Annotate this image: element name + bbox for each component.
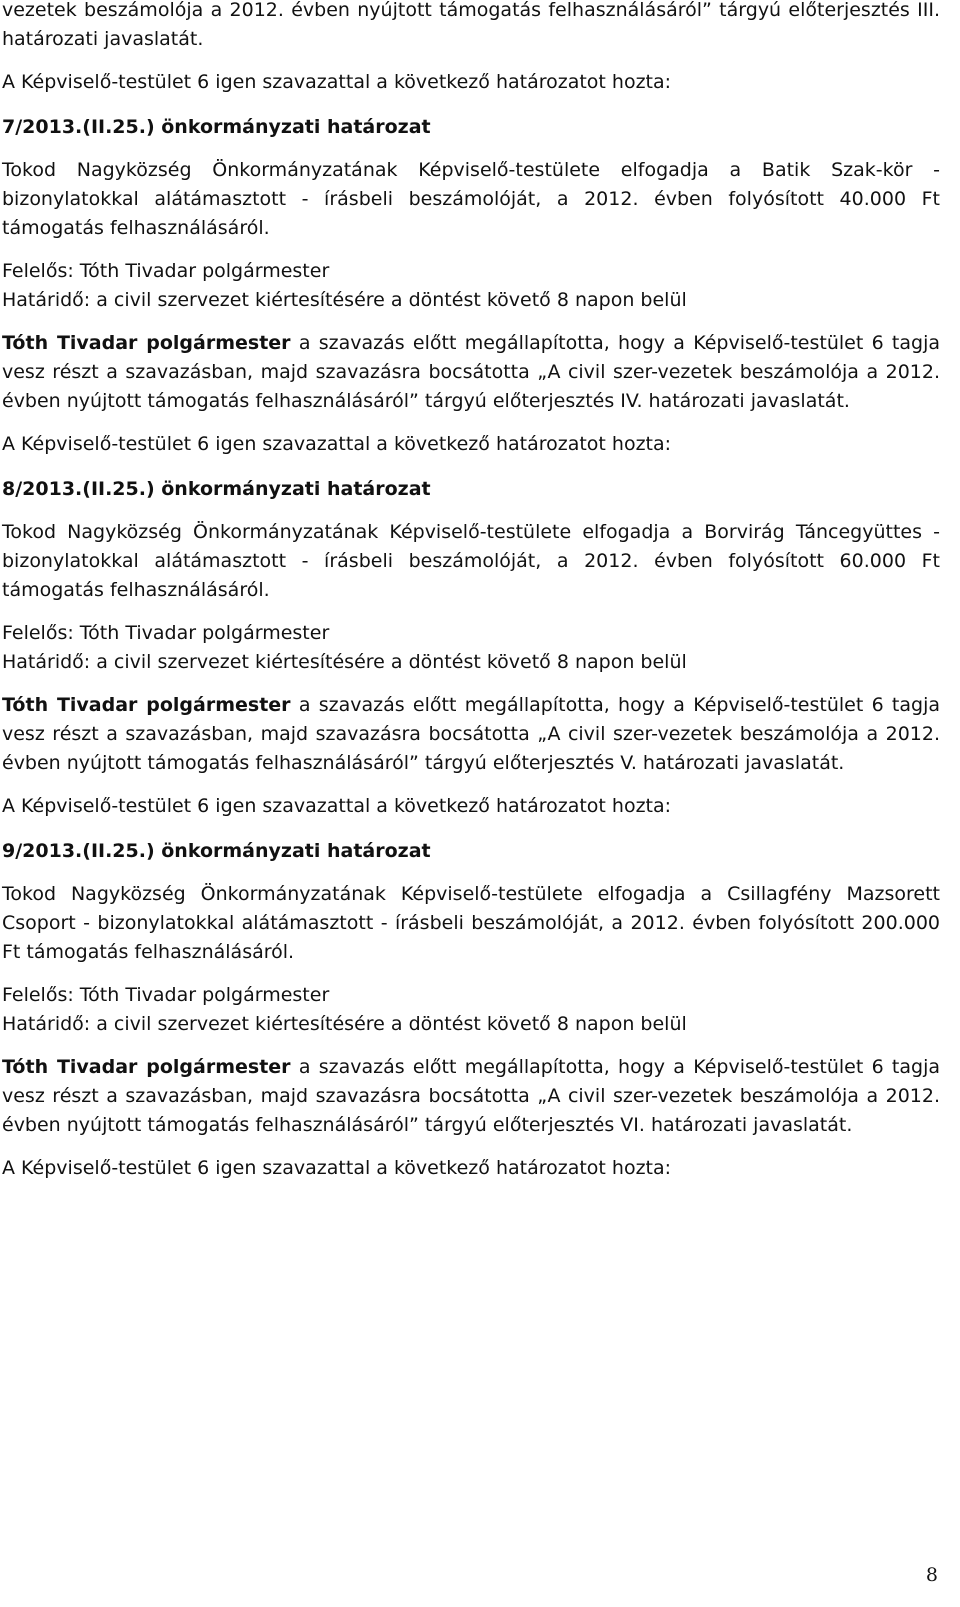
responsible-line: Felelős: Tóth Tivadar polgármester [2,260,330,282]
spacer [2,97,940,113]
spacer [2,866,940,880]
resolution-text: Tokod Nagyközség Önkormányzatának Képviselő-testülete elfogadja a Csillagfény Mazsorett Csoport - bizonylatokkal alátámasztott - írásbeli beszámolóját, a 2012. évben folyósított 200.000 Ft támogatás felhasználásáról. [2,883,940,963]
mayor-statement [2,691,940,778]
vote-line: A Képviselő-testület 6 igen szavazattal a következő határozatot hozta: [2,433,672,455]
resolution-number: 7/2013.(II.25.) önkormányzati határozat [2,116,431,138]
spacer [2,778,940,792]
vote-line: A Képviselő-testület 6 igen szavazattal a következő határozatot hozta: [2,71,672,93]
spacer [2,821,940,837]
document-body [2,0,940,1183]
mayor-name: Tóth Tivadar polgármester [2,1056,291,1078]
spacer [2,243,940,257]
continuation-paragraph: vezetek beszámolója a 2012. évben nyújtott támogatás felhasználásáról” tárgyú előterjesztés III. határozati javaslatát. [2,0,940,50]
spacer [2,142,940,156]
page-number: 8 [925,1564,938,1586]
spacer [2,677,940,691]
mayor-statement-text: a szavazás előtt megállapította, hogy a Képviselő-testület 6 tagja vesz részt a szavazásban, majd szavazásra bocsátotta „A civil szer-vezetek beszámolója a 2012. évben nyújtott támogatás felhasználásáról” tárgyú előterjesztés IV. határozati javaslatát. [2,332,940,412]
deadline-line: Határidő: a civil szervezet kiértesítésére a döntést követő 8 napon belül [2,289,687,311]
resolution-text: Tokod Nagyközség Önkormányzatának Képviselő-testülete elfogadja a Borvirág Táncegyüttes - bizonylatokkal alátámasztott - írásbeli beszámolóját, a 2012. évben folyósított 60.000 Ft támogatás felhasználásáról. [2,521,940,601]
responsible-line: Felelős: Tóth Tivadar polgármester [2,984,330,1006]
mayor-statement-text: a szavazás előtt megállapította, hogy a Képviselő-testület 6 tagja vesz részt a szavazásban, majd szavazásra bocsátotta „A civil szer-vezetek beszámolója a 2012. évben nyújtott támogatás felhasználásáról” tárgyú előterjesztés VI. határozati javaslatát. [2,1056,940,1136]
spacer [2,1039,940,1053]
spacer [2,315,940,329]
spacer [2,459,940,475]
mayor-statement [2,1053,940,1140]
resolution-number: 9/2013.(II.25.) önkormányzati határozat [2,840,431,862]
deadline-line: Határidő: a civil szervezet kiértesítésére a döntést követő 8 napon belül [2,1013,687,1035]
mayor-statement [2,329,940,416]
deadline-line: Határidő: a civil szervezet kiértesítésére a döntést követő 8 napon belül [2,651,687,673]
mayor-name: Tóth Tivadar polgármester [2,694,291,716]
spacer [2,504,940,518]
spacer [2,54,940,68]
vote-line: A Képviselő-testület 6 igen szavazattal a következő határozatot hozta: [2,795,672,817]
resolution-number: 8/2013.(II.25.) önkormányzati határozat [2,478,431,500]
spacer [2,605,940,619]
mayor-statement-text: a szavazás előtt megállapította, hogy a Képviselő-testület 6 tagja vesz részt a szavazásban, majd szavazásra bocsátotta „A civil szer-vezetek beszámolója a 2012. évben nyújtott támogatás felhasználásáról” tárgyú előterjesztés V. határozati javaslatát. [2,694,940,774]
spacer [2,1140,940,1154]
vote-line: A Képviselő-testület 6 igen szavazattal a következő határozatot hozta: [2,1157,672,1179]
resolution-text: Tokod Nagyközség Önkormányzatának Képviselő-testülete elfogadja a Batik Szak-kör - bizonylatokkal alátámasztott - írásbeli beszámolóját, a 2012. évben folyósított 40.000 Ft támogatás felhasználásáról. [2,159,940,239]
spacer [2,416,940,430]
spacer [2,967,940,981]
responsible-line: Felelős: Tóth Tivadar polgármester [2,622,330,644]
mayor-name: Tóth Tivadar polgármester [2,332,291,354]
